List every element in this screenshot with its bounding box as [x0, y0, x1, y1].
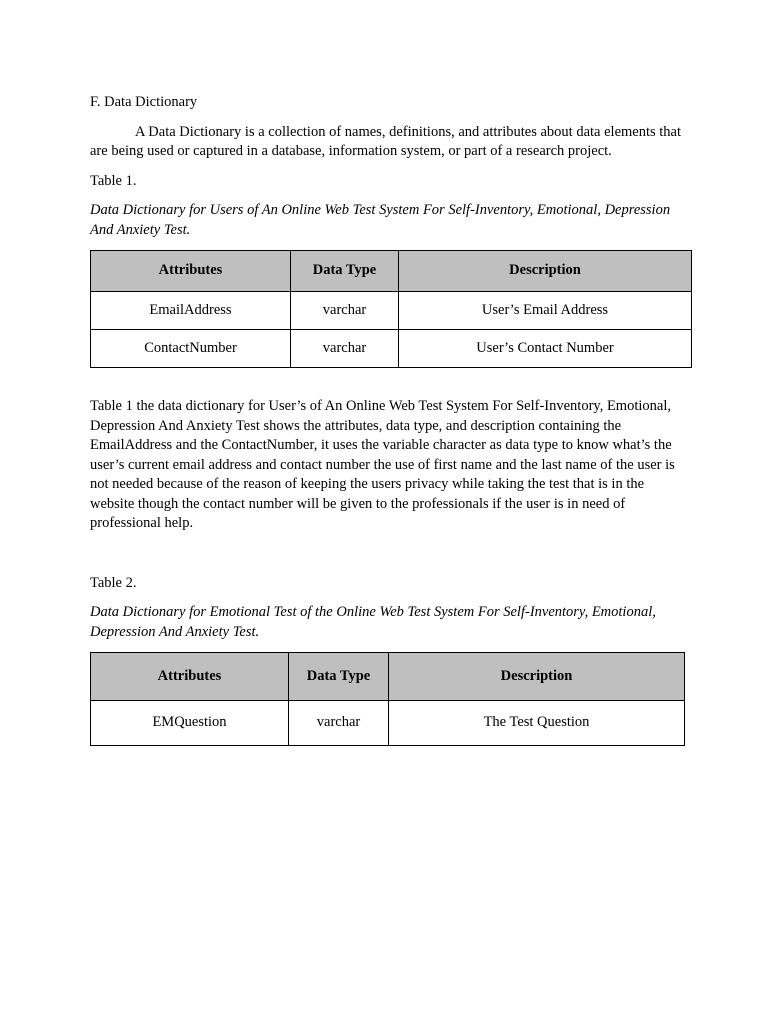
cell-attribute: EmailAddress	[91, 292, 291, 330]
column-header-description: Description	[399, 251, 692, 292]
table-header-row	[91, 653, 685, 701]
data-dictionary-table-users	[90, 250, 692, 368]
column-header-data-type: Data Type	[289, 653, 389, 701]
table2-label: Table 2.	[90, 574, 137, 591]
document-page	[90, 93, 690, 746]
cell-description: The Test Question	[389, 701, 685, 746]
cell-data-type: varchar	[289, 701, 389, 746]
table-row	[91, 292, 692, 330]
section-heading: F. Data Dictionary	[90, 94, 198, 110]
column-header-data-type: Data Type	[291, 251, 399, 292]
cell-description: User’s Contact Number	[399, 330, 692, 368]
column-header-attributes: Attributes	[91, 653, 289, 701]
cell-data-type: varchar	[291, 330, 399, 368]
data-dictionary-table-emotional	[90, 652, 685, 746]
table1-caption: Data Dictionary for Users of An Online Web Test System For Self-Inventory, Emotional, Depression And Anxiety Test.	[90, 202, 671, 238]
column-header-attributes: Attributes	[91, 251, 291, 292]
cell-attribute: ContactNumber	[91, 330, 291, 368]
table-row	[91, 701, 685, 746]
cell-data-type: varchar	[291, 292, 399, 330]
table2-caption: Data Dictionary for Emotional Test of the Online Web Test System For Self-Inventory, Emotional, Depression And Anxiety Test.	[90, 604, 656, 640]
table-row	[91, 330, 692, 368]
table-header-row	[91, 251, 692, 292]
table1-label: Table 1.	[90, 172, 137, 189]
column-header-description: Description	[389, 653, 685, 701]
cell-description: User’s Email Address	[399, 292, 692, 330]
intro-paragraph: A Data Dictionary is a collection of names, definitions, and attributes about data elements that are being used or captured in a database, information system, or part of a research project.	[90, 123, 682, 159]
cell-attribute: EMQuestion	[91, 701, 289, 746]
table1-explanation: Table 1 the data dictionary for User’s of An Online Web Test System For Self-Inventory, Emotional, Depression And Anxiety Test shows the attributes, data type, and description containing the EmailAddress and the ContactNumber, it uses the variable character as data type to know what’s the user’s current email address and contact number the use of first name and the last name of the user is not needed because of the reason of keeping the users privacy while taking the test that is in the website though the contact number will be given to the professionals if the user is in need of professional help.	[90, 398, 675, 531]
